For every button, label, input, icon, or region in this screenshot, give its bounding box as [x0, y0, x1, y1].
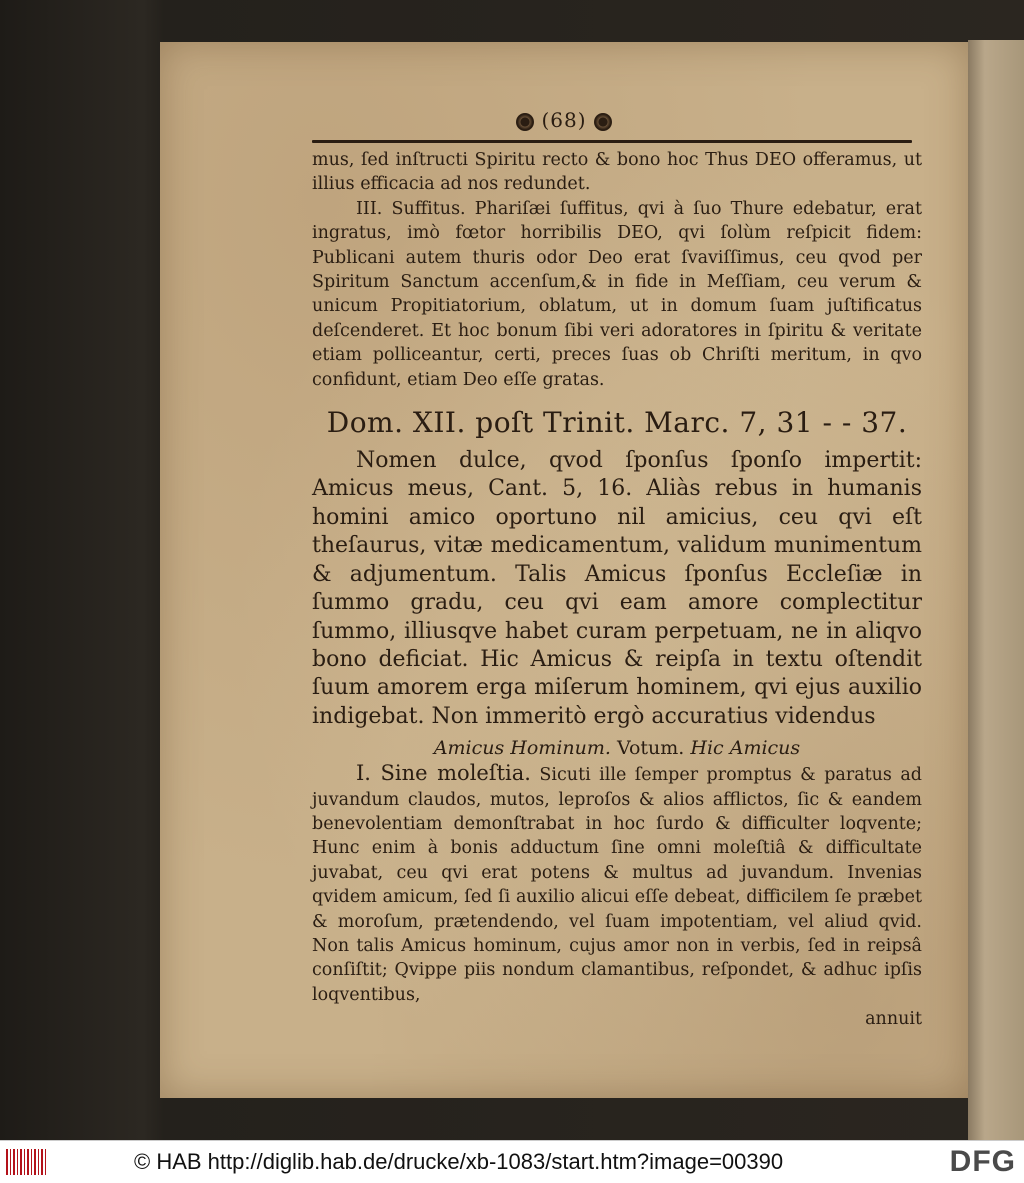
header-rule	[312, 140, 912, 143]
subheading	[312, 737, 922, 759]
page-text	[312, 148, 922, 1032]
dfg-logo: DFG	[949, 1145, 1016, 1178]
copyright-link[interactable]: © HAB http://diglib.hab.de/drucke/xb-1083/start.htm?image=00390	[134, 1149, 784, 1174]
subheading-votum: Votum.	[616, 737, 685, 760]
paragraph-4-block	[312, 761, 922, 1007]
section-heading: Dom. XII. poſt Trinit. Marc. 7, 31 - - 37.	[326, 406, 908, 440]
catchword: annuit	[865, 1009, 922, 1030]
ornament-right-icon	[594, 113, 612, 131]
adjacent-page-edge	[968, 40, 1024, 1140]
subheading-end: Hic Amicus	[690, 737, 801, 760]
subheading-italic: Amicus Hominum.	[433, 737, 611, 760]
paragraph-1: mus, ſed inſtructi Spiritu recto & bono hoc Thus DEO offeramus, ut illius efficacia ad nos redundet.	[312, 150, 922, 195]
footer-bar	[0, 1140, 1024, 1183]
library-logo-icon	[6, 1149, 48, 1175]
paragraph-2: III. Suffitus. Phariſæi ſuffitus, qvi à ſuo Thure edebatur, erat ingratus, imò fœtor horribilis DEO, qvi ſolùm reſpicit fidem: Publicani autem thuris odor Deo erat ſvaviſſimus, ceu qvod per Spiritum Sanctum accenſum,& in fide in Meſſiam, ceu verum & unicum Propitiatorium, oblatum, ut in domum ſuam juſtificatus deſcenderet. Et hoc bonum ſibi veri adoratores in ſpiritu & veritate etiam polliceantur, certi, preces ſuas ob Chriſti meritum, in qvo confidunt, etiam Deo eſſe gratas.	[312, 198, 922, 390]
ornament-left-icon	[516, 113, 534, 131]
page-number: (68)	[541, 108, 587, 132]
book-page	[160, 42, 968, 1098]
section-title: I. Sine moleſtia.	[356, 761, 531, 786]
page-header	[160, 108, 968, 132]
paragraph-4: Sicuti ille ſemper promptus & paratus ad juvandum claudos, mutos, leproſos & alios afflictos, ſic & eandem benevolentiam demonſtrabat in hoc ſurdo & difficulter loqvente; Hunc enim à bonis adductum ſine omni moleſtiâ & difficultate juvabat, ceu qvi erat potens & multus ad juvandum. Invenias qvidem amicum, ſed ſi auxilio alicui eſſe debeat, difficilem ſe præbet & moroſum, prætendendo, vel ſuam impotentiam, vel aliud qvid. Non talis Amicus hominum, cujus amor non in verbis, ſed in reipsâ conſiſtit; Qvippe piis nondum clamantibus, reſpondet, & adhuc ipſis loqventibus,	[312, 765, 922, 1005]
paragraph-3: Nomen dulce, qvod ſponſus ſponſo impertit: Amicus meus, Cant. 5, 16. Aliàs rebus in humanis homini amico oportuno nil amicius, ceu qvi eſt theſaurus, vitæ medicamentum, validum munimentum & adjumentum. Talis Amicus ſponſus Eccleſiæ in ſummo gradu, ceu qvi eam amore complectitur ſummo, illiusqve habet curam perpetuam, ne in aliqvo bono deficiat. Hic Amicus & reipſa in textu oſtendit ſuum amorem erga miſerum hominem, qvi ejus auxilio indigebat. Non immeritò ergò accuratius videndus	[312, 448, 922, 729]
